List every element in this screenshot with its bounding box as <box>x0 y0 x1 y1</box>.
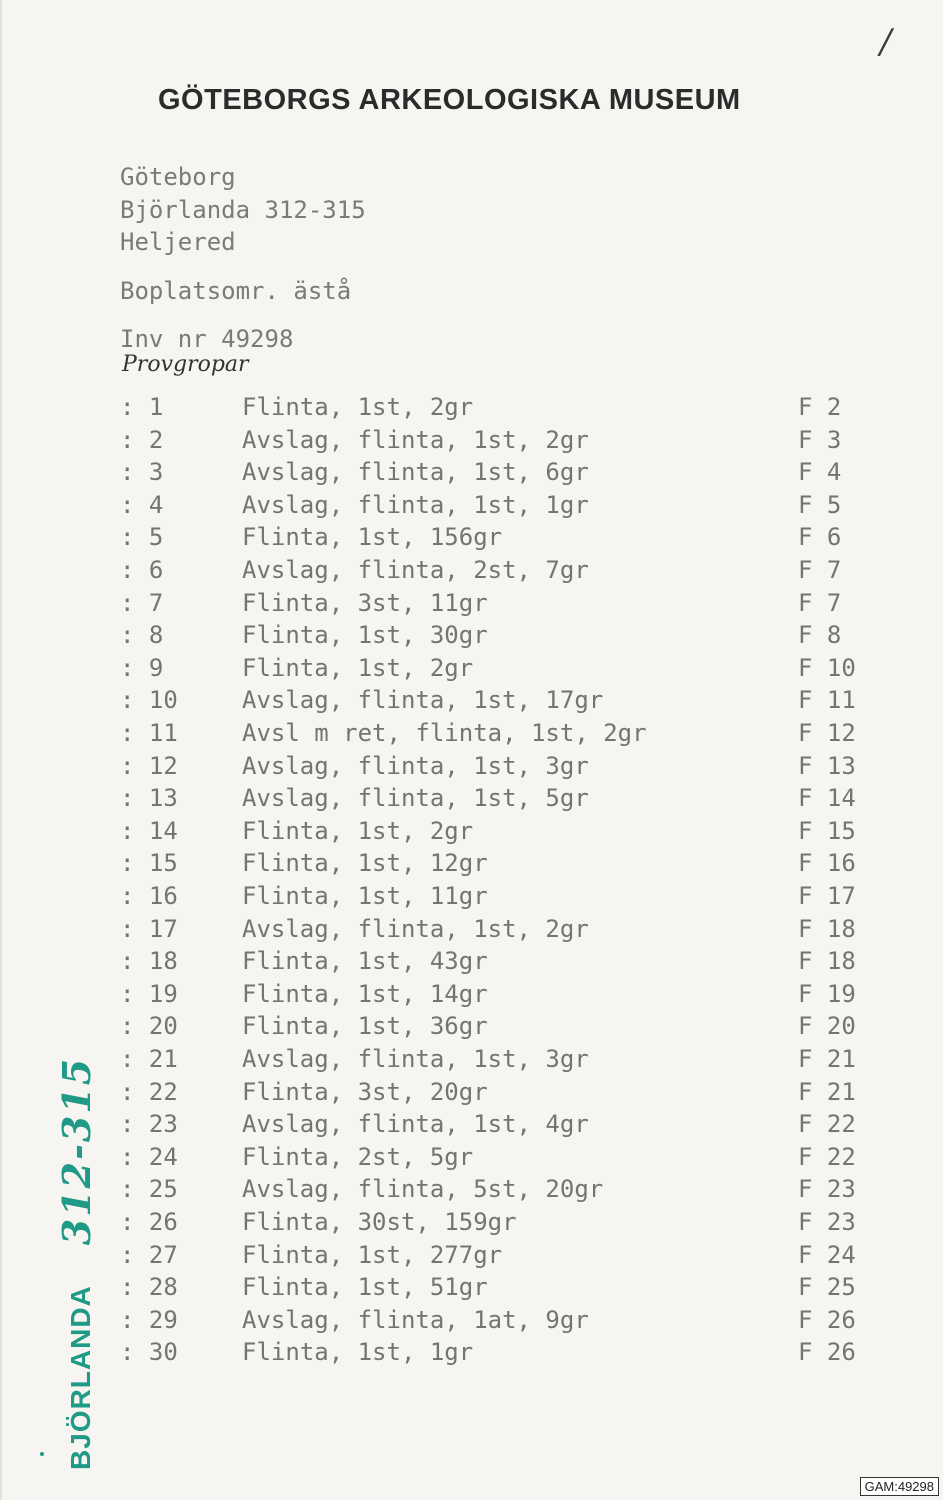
find-description: Flinta, 3st, 20gr <box>242 1077 488 1106</box>
row-number: : 1 <box>120 393 164 421</box>
find-code: F 8 <box>798 621 842 650</box>
row-number: : 15 <box>120 849 178 878</box>
find-description: Flinta, 1st, 14gr <box>242 979 488 1008</box>
find-code: F 5 <box>798 490 842 519</box>
list-item <box>2 1306 943 1338</box>
list-item <box>2 915 943 947</box>
row-number: : 16 <box>120 882 178 910</box>
find-description: Flinta, 1st, 2gr <box>242 653 474 682</box>
find-code: F 2 <box>798 393 842 421</box>
row-number: : 12 <box>120 751 178 780</box>
list-item <box>2 1241 943 1273</box>
row-number: : 24 <box>120 1142 178 1171</box>
find-description: Avslag, flinta, 1st, 3gr <box>242 751 589 780</box>
find-code: F 4 <box>798 458 842 487</box>
find-description: Flinta, 1st, 30gr <box>242 621 488 650</box>
find-description: Flinta, 1st, 2gr <box>242 816 474 845</box>
find-code: F 20 <box>798 1012 856 1041</box>
list-item <box>2 426 943 458</box>
find-description: Avslag, flinta, 1st, 2gr <box>242 425 589 454</box>
find-code: F 15 <box>798 816 856 845</box>
find-code: F 17 <box>798 882 856 910</box>
list-item <box>2 1338 943 1370</box>
archive-label: GAM:49298 <box>860 1477 939 1496</box>
side-stamp <box>54 1057 99 1470</box>
header-city: Göteborg <box>120 163 236 191</box>
row-number: : 2 <box>120 425 164 454</box>
find-description: Avsl m ret, flinta, 1st, 2gr <box>242 719 647 747</box>
list-item <box>2 882 943 914</box>
row-number: : 8 <box>120 621 164 650</box>
row-number: : 5 <box>120 523 164 552</box>
find-code: F 14 <box>798 784 856 813</box>
list-item <box>2 980 943 1012</box>
find-code: F 26 <box>798 1338 856 1367</box>
row-number: : 14 <box>120 816 178 845</box>
list-item <box>2 1045 943 1077</box>
row-number: : 3 <box>120 458 164 487</box>
header-parish: Björlanda 312-315 <box>120 196 366 224</box>
find-description: Avslag, flinta, 2st, 7gr <box>242 556 589 584</box>
row-number: : 23 <box>120 1110 178 1139</box>
find-description: Avslag, flinta, 1st, 6gr <box>242 458 589 487</box>
find-description: Avslag, flinta, 1st, 5gr <box>242 784 589 813</box>
list-item <box>2 849 943 881</box>
list-item <box>2 1143 943 1175</box>
row-number: : 28 <box>120 1273 178 1302</box>
list-item <box>2 393 943 425</box>
find-code: F 11 <box>798 686 856 715</box>
find-code: F 26 <box>798 1305 856 1334</box>
row-number: : 10 <box>120 686 178 715</box>
list-item <box>2 556 943 588</box>
list-item <box>2 589 943 621</box>
row-number: : 25 <box>120 1175 178 1204</box>
find-description: Avslag, flinta, 1at, 9gr <box>242 1305 589 1334</box>
find-description: Flinta, 2st, 5gr <box>242 1142 474 1171</box>
corner-pen-mark: / <box>880 22 892 62</box>
row-number: : 20 <box>120 1012 178 1041</box>
find-description: Avslag, flinta, 5st, 20gr <box>242 1175 604 1204</box>
row-number: : 26 <box>120 1208 178 1236</box>
find-description: Flinta, 1st, 1gr <box>242 1338 474 1367</box>
list-item <box>2 686 943 718</box>
list-item <box>2 817 943 849</box>
list-item <box>2 1078 943 1110</box>
find-description: Flinta, 1st, 277gr <box>242 1240 503 1269</box>
find-code: F 6 <box>798 523 842 552</box>
find-description: Avslag, flinta, 1st, 1gr <box>242 490 589 519</box>
find-code: F 21 <box>798 1045 856 1073</box>
side-stamp-printed: BJÖRLANDA <box>65 1285 96 1470</box>
find-code: F 24 <box>798 1240 856 1269</box>
row-number: : 4 <box>120 490 164 519</box>
find-code: F 18 <box>798 914 856 943</box>
find-code: F 16 <box>798 849 856 878</box>
list-item <box>2 458 943 490</box>
header-area: Boplatsomr. ästå <box>120 277 352 305</box>
list-item <box>2 1175 943 1207</box>
find-code: F 18 <box>798 947 856 976</box>
row-number: : 18 <box>120 947 178 976</box>
list-item <box>2 621 943 653</box>
find-description: Avslag, flinta, 1st, 2gr <box>242 914 589 943</box>
row-number: : 17 <box>120 914 178 943</box>
header-site: Heljered <box>120 228 236 256</box>
find-description: Flinta, 3st, 11gr <box>242 588 488 617</box>
side-stamp-handwritten: 312-315 <box>54 1056 99 1246</box>
list-item <box>2 947 943 979</box>
museum-title: GÖTEBORGS ARKEOLOGISKA MUSEUM <box>158 84 741 116</box>
list-item <box>2 654 943 686</box>
handwritten-note: Provgropar <box>122 352 249 377</box>
find-code: F 22 <box>798 1142 856 1171</box>
find-description: Flinta, 30st, 159gr <box>242 1208 517 1236</box>
find-description: Flinta, 1st, 2gr <box>242 393 474 421</box>
row-number: : 11 <box>120 719 178 747</box>
find-description: Flinta, 1st, 36gr <box>242 1012 488 1041</box>
row-number: : 7 <box>120 588 164 617</box>
row-number: : 22 <box>120 1077 178 1106</box>
list-item <box>2 1273 943 1305</box>
find-description: Flinta, 1st, 12gr <box>242 849 488 878</box>
header-inventory-number: Inv nr 49298 <box>120 325 294 353</box>
find-description: Flinta, 1st, 43gr <box>242 947 488 976</box>
find-description: Flinta, 1st, 11gr <box>242 882 488 910</box>
row-number: : 13 <box>120 784 178 813</box>
list-item <box>2 1208 943 1240</box>
find-code: F 3 <box>798 425 842 454</box>
find-code: F 12 <box>798 719 856 747</box>
find-code: F 7 <box>798 588 842 617</box>
list-item <box>2 784 943 816</box>
list-item <box>2 523 943 555</box>
list-item <box>2 491 943 523</box>
list-item <box>2 1012 943 1044</box>
find-code: F 25 <box>798 1273 856 1302</box>
find-code: F 19 <box>798 979 856 1008</box>
find-description: Avslag, flinta, 1st, 4gr <box>242 1110 589 1139</box>
row-number: : 21 <box>120 1045 178 1073</box>
find-description: Avslag, flinta, 1st, 3gr <box>242 1045 589 1073</box>
find-code: F 10 <box>798 653 856 682</box>
row-number: : 29 <box>120 1305 178 1334</box>
row-number: : 30 <box>120 1338 178 1367</box>
find-code: F 23 <box>798 1175 856 1204</box>
find-code: F 23 <box>798 1208 856 1236</box>
list-item <box>2 719 943 751</box>
find-code: F 7 <box>798 556 842 584</box>
find-code: F 22 <box>798 1110 856 1139</box>
list-item <box>2 1110 943 1142</box>
find-description: Avslag, flinta, 1st, 17gr <box>242 686 604 715</box>
find-code: F 13 <box>798 751 856 780</box>
row-number: : 6 <box>120 556 164 584</box>
row-number: : 27 <box>120 1240 178 1269</box>
ink-dot <box>40 1452 44 1456</box>
list-item <box>2 752 943 784</box>
find-description: Flinta, 1st, 156gr <box>242 523 503 552</box>
find-description: Flinta, 1st, 51gr <box>242 1273 488 1302</box>
find-code: F 21 <box>798 1077 856 1106</box>
row-number: : 9 <box>120 653 164 682</box>
row-number: : 19 <box>120 979 178 1008</box>
